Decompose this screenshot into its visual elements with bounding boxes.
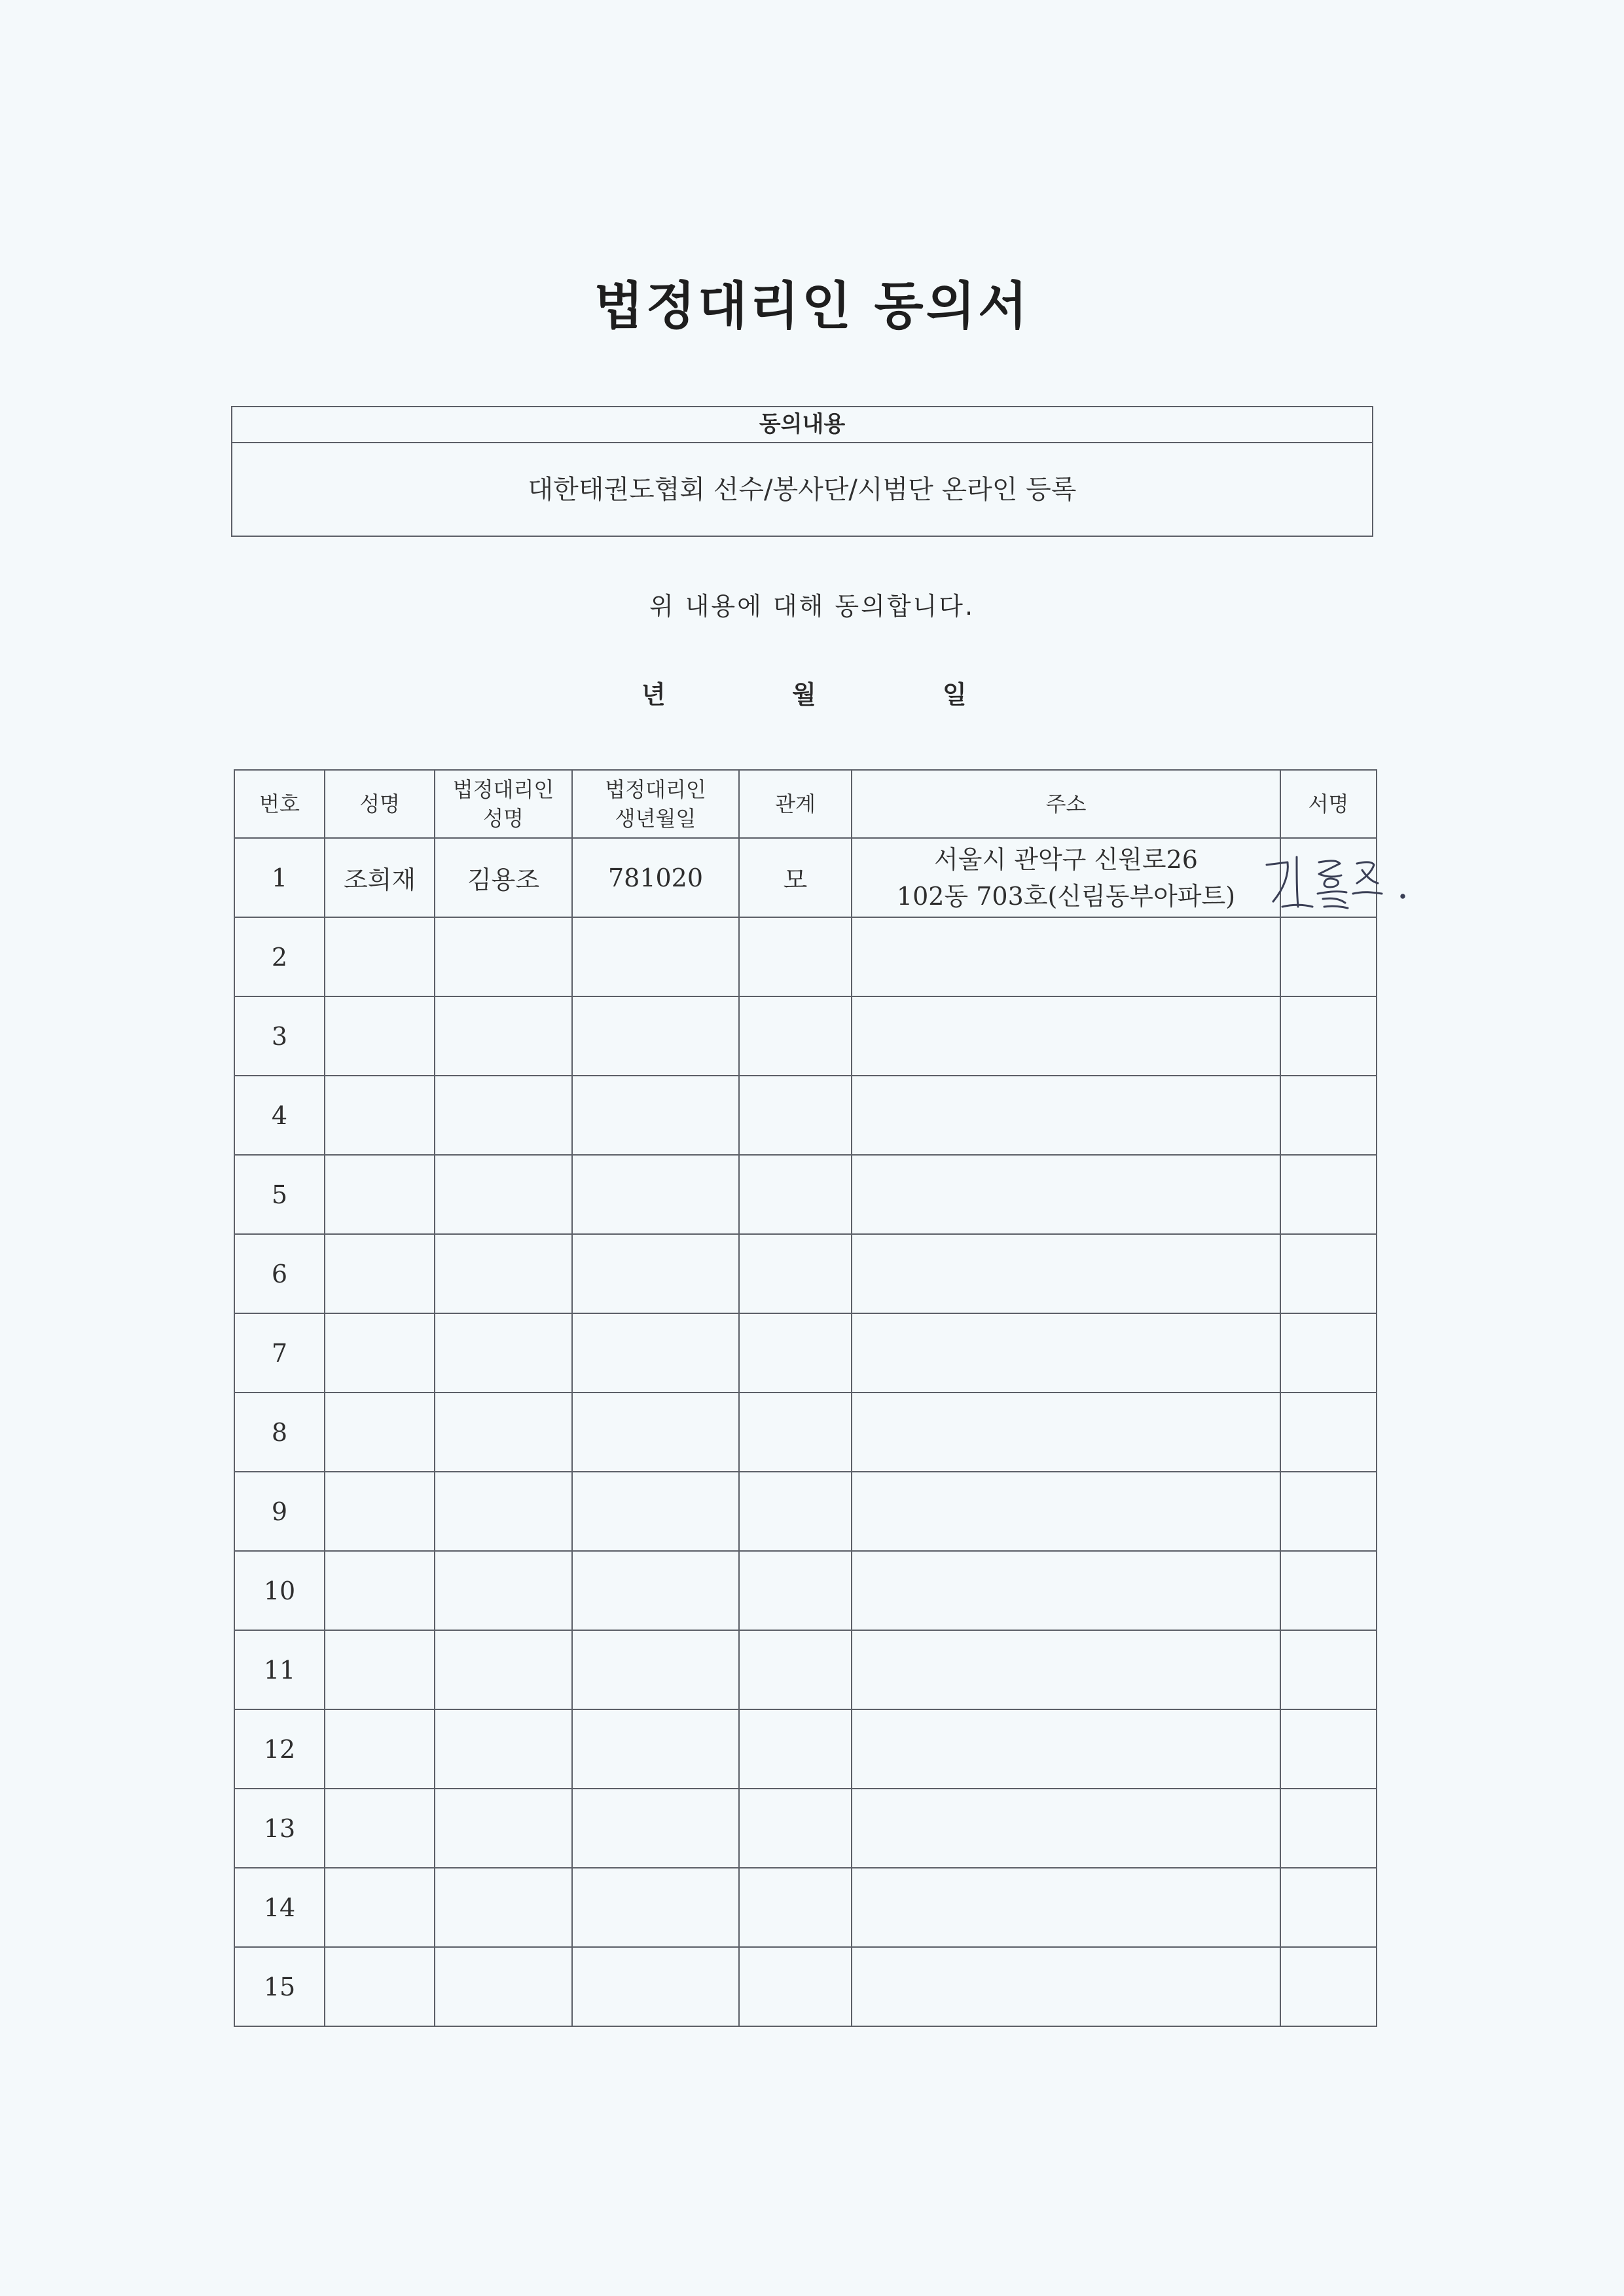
date-day-label: 일 [943, 680, 967, 709]
row-guardian-birth [572, 1551, 739, 1630]
row-guardian-name [435, 1947, 572, 2026]
row-no: 13 [234, 1789, 325, 1868]
agreement-statement: 위 내용에 대해 동의합니다. [649, 592, 975, 621]
row-address [852, 1393, 1280, 1472]
row-no: 3 [234, 996, 325, 1076]
row-signature [1280, 1630, 1377, 1709]
row-guardian-name [435, 1393, 572, 1472]
table-row [234, 1868, 1377, 1947]
row-guardian-name [435, 917, 572, 996]
row-name [325, 1551, 435, 1630]
row-guardian-birth [572, 1630, 739, 1709]
row-guardian-birth [572, 1234, 739, 1313]
row-address [852, 1789, 1280, 1868]
row-guardian-birth: 781020 [572, 838, 739, 917]
row-no: 7 [234, 1313, 325, 1393]
table-row [234, 1313, 1377, 1393]
row-name [325, 996, 435, 1076]
handwritten-signature [1242, 844, 1438, 916]
table-row [234, 996, 1377, 1076]
row-relation [739, 1234, 852, 1313]
row-relation [739, 1155, 852, 1234]
row-relation [739, 1630, 852, 1709]
row-address [852, 917, 1280, 996]
row-address [852, 1313, 1280, 1393]
row-guardian-birth [572, 1947, 739, 2026]
row-no: 2 [234, 917, 325, 996]
row-name [325, 917, 435, 996]
row-relation [739, 1393, 852, 1472]
header-relation: 관계 [739, 770, 852, 838]
row-no: 12 [234, 1709, 325, 1789]
row-no: 15 [234, 1947, 325, 2026]
row-relation [739, 1472, 852, 1551]
row-address [852, 1709, 1280, 1789]
guardian-roster-table [234, 769, 1377, 2027]
row-guardian-name [435, 1709, 572, 1789]
consent-content-body: 대한태권도협회 선수/봉사단/시범단 온라인 등록 [528, 475, 1077, 505]
row-no: 9 [234, 1472, 325, 1551]
row-address [852, 1155, 1280, 1234]
row-name [325, 1789, 435, 1868]
row-relation [739, 917, 852, 996]
header-guardian-birth-line1: 법정대리인 [605, 777, 706, 802]
table-row [234, 1472, 1377, 1551]
date-month-label: 월 [792, 680, 816, 709]
row-guardian-birth [572, 1076, 739, 1155]
row-guardian-birth [572, 1472, 739, 1551]
row-signature [1280, 838, 1377, 917]
row-guardian-birth [572, 1709, 739, 1789]
row-address-line2: 102동 703호(신림동부아파트) [896, 881, 1236, 911]
row-name [325, 1947, 435, 2026]
row-name: 조희재 [325, 838, 435, 917]
row-guardian-name [435, 1234, 572, 1313]
header-name: 성명 [325, 770, 435, 838]
header-guardian-name [435, 770, 572, 838]
row-signature [1280, 1155, 1377, 1234]
row-relation [739, 1313, 852, 1393]
header-guardian-name-line2: 성명 [483, 806, 524, 831]
consent-content-header: 동의내용 [232, 407, 1372, 443]
row-signature [1280, 1313, 1377, 1393]
row-relation: 모 [739, 838, 852, 917]
row-guardian-name [435, 1313, 572, 1393]
table-row [234, 1393, 1377, 1472]
row-guardian-birth [572, 1868, 739, 1947]
row-name [325, 1472, 435, 1551]
row-no: 14 [234, 1868, 325, 1947]
consent-content-box [231, 406, 1373, 537]
row-signature [1280, 996, 1377, 1076]
row-name [325, 1313, 435, 1393]
row-signature [1280, 1393, 1377, 1472]
row-name [325, 1155, 435, 1234]
row-relation [739, 1551, 852, 1630]
table-row [234, 838, 1377, 917]
row-guardian-name [435, 1551, 572, 1630]
row-guardian-birth [572, 1789, 739, 1868]
row-relation [739, 1868, 852, 1947]
row-guardian-birth [572, 1313, 739, 1393]
row-relation [739, 996, 852, 1076]
table-row [234, 1709, 1377, 1789]
row-relation [739, 1076, 852, 1155]
table-row [234, 1076, 1377, 1155]
table-row [234, 1630, 1377, 1709]
row-guardian-name [435, 996, 572, 1076]
row-address-line1: 서울시 관악구 신원로26 [934, 845, 1198, 874]
row-address [852, 1947, 1280, 2026]
row-signature [1280, 1076, 1377, 1155]
row-no: 5 [234, 1155, 325, 1234]
row-guardian-name: 김용조 [435, 838, 572, 917]
row-signature [1280, 1472, 1377, 1551]
row-guardian-name [435, 1868, 572, 1947]
row-guardian-name [435, 1789, 572, 1868]
header-no: 번호 [234, 770, 325, 838]
table-row [234, 1234, 1377, 1313]
row-signature [1280, 1551, 1377, 1630]
table-row [234, 1789, 1377, 1868]
row-no: 6 [234, 1234, 325, 1313]
row-address [852, 1472, 1280, 1551]
row-name [325, 1076, 435, 1155]
row-address [852, 1630, 1280, 1709]
row-guardian-birth [572, 917, 739, 996]
row-no: 10 [234, 1551, 325, 1630]
header-guardian-birth-line2: 생년월일 [615, 806, 696, 831]
table-row [234, 1155, 1377, 1234]
header-guardian-name-line1: 법정대리인 [452, 777, 554, 802]
row-signature [1280, 917, 1377, 996]
table-row [234, 917, 1377, 996]
row-signature [1280, 1709, 1377, 1789]
row-guardian-name [435, 1472, 572, 1551]
row-address [852, 1551, 1280, 1630]
header-signature: 서명 [1280, 770, 1377, 838]
row-name [325, 1393, 435, 1472]
row-address [852, 1076, 1280, 1155]
row-no: 4 [234, 1076, 325, 1155]
row-name [325, 1709, 435, 1789]
row-guardian-name [435, 1076, 572, 1155]
table-row [234, 1551, 1377, 1630]
row-signature [1280, 1947, 1377, 2026]
row-guardian-birth [572, 996, 739, 1076]
row-address [852, 1234, 1280, 1313]
row-guardian-name [435, 1630, 572, 1709]
row-signature [1280, 1868, 1377, 1947]
header-guardian-birth [572, 770, 739, 838]
row-guardian-name [435, 1155, 572, 1234]
header-address: 주소 [852, 770, 1280, 838]
row-guardian-birth [572, 1393, 739, 1472]
row-relation [739, 1709, 852, 1789]
row-guardian-birth [572, 1155, 739, 1234]
row-address [852, 1868, 1280, 1947]
row-relation [739, 1789, 852, 1868]
row-address [852, 838, 1280, 917]
date-year-label: 년 [641, 680, 666, 709]
row-relation [739, 1947, 852, 2026]
row-name [325, 1234, 435, 1313]
row-name [325, 1868, 435, 1947]
row-no: 8 [234, 1393, 325, 1472]
table-header-row [234, 770, 1377, 838]
row-address [852, 996, 1280, 1076]
row-signature [1280, 1789, 1377, 1868]
row-no: 1 [234, 838, 325, 917]
table-row [234, 1947, 1377, 2026]
row-name [325, 1630, 435, 1709]
row-signature [1280, 1234, 1377, 1313]
document-title: 법정대리인 동의서 [594, 277, 1030, 336]
row-no: 11 [234, 1630, 325, 1709]
